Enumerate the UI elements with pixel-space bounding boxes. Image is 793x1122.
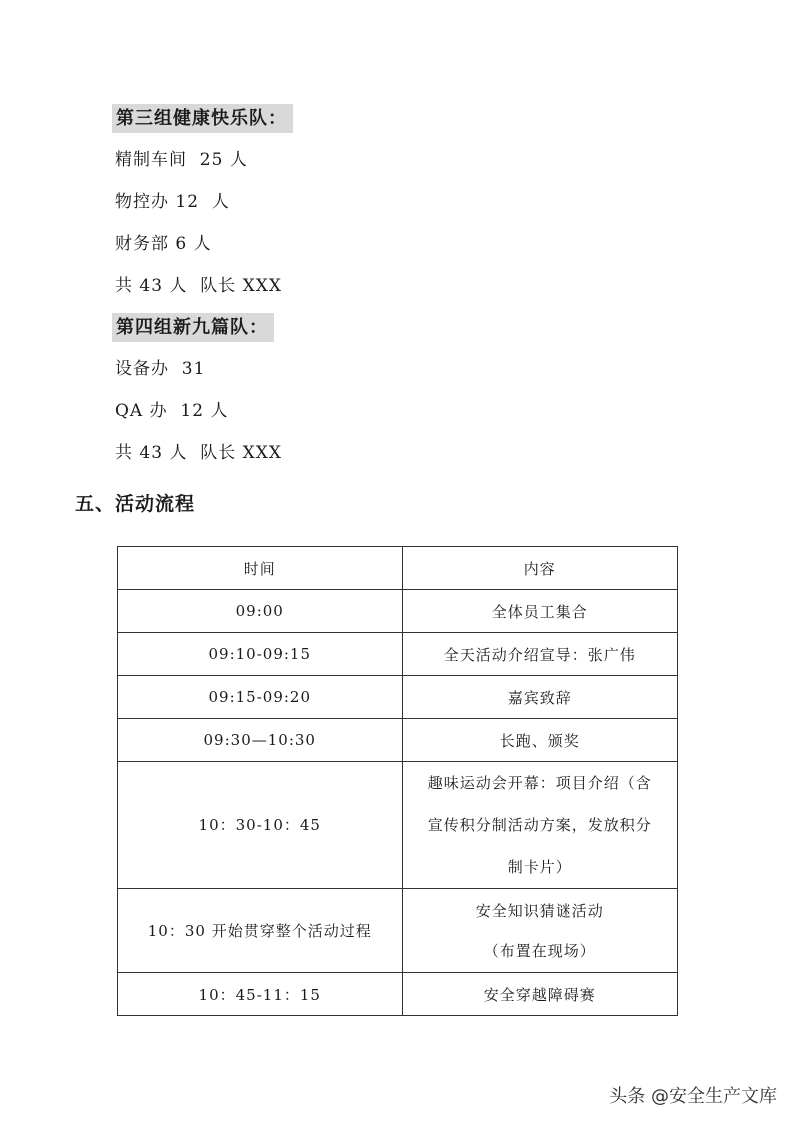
cell-time: 10：30 开始贯穿整个活动过程 [118,889,403,973]
group-4-line-2: QA 办 12 人 [115,401,229,421]
cell-content-line: （布置在现场） [483,941,596,960]
group-3-line-2: 物控办 12 人 [115,192,230,212]
group-3-line-3: 财务部 6 人 [115,234,212,254]
cell-time: 10：45-11：15 [118,973,403,1016]
table-row [118,633,678,676]
cell-time: 09:00 [118,590,403,633]
cell-content-line: 趣味运动会开幕：项目介绍（含 [427,774,652,792]
group-3-total: 共 43 人 队长 XXX [115,276,282,296]
cell-time: 09:30—10:30 [118,719,403,762]
group-3-line-1: 精制车间 25 人 [115,150,248,170]
cell-content: 长跑、颁奖 [402,719,678,762]
cell-time: 09:15-09:20 [118,676,403,719]
table-row [118,973,678,1016]
cell-content: 全体员工集合 [402,590,678,633]
cell-content [402,889,678,973]
group-4-title: 第四组新九篇队： [112,313,274,342]
header-content: 内容 [402,547,678,590]
cell-content [402,762,678,889]
table-row [118,889,678,973]
cell-content-line: 制卡片） [507,858,572,876]
table-row [118,719,678,762]
table-row [118,762,678,889]
group-4-line-1: 设备办 31 [115,359,206,379]
cell-content-line: 宣传积分制活动方案，发放积分 [427,816,652,834]
table-row [118,590,678,633]
group-3-title: 第三组健康快乐队： [112,104,293,133]
table-header-row [118,547,678,590]
section-heading: 五、活动流程 [75,493,196,515]
header-time: 时间 [118,547,403,590]
cell-content-line: 安全知识猜谜活动 [475,901,604,920]
watermark: 头条 @安全生产文库 [609,1086,777,1107]
table-row [118,676,678,719]
cell-content: 安全穿越障碍赛 [402,973,678,1016]
schedule-table [117,546,678,1016]
cell-content: 嘉宾致辞 [402,676,678,719]
cell-content: 全天活动介绍宣导：张广伟 [402,633,678,676]
cell-time: 10：30-10：45 [118,762,403,889]
group-4-total: 共 43 人 队长 XXX [115,443,282,463]
cell-time: 09:10-09:15 [118,633,403,676]
